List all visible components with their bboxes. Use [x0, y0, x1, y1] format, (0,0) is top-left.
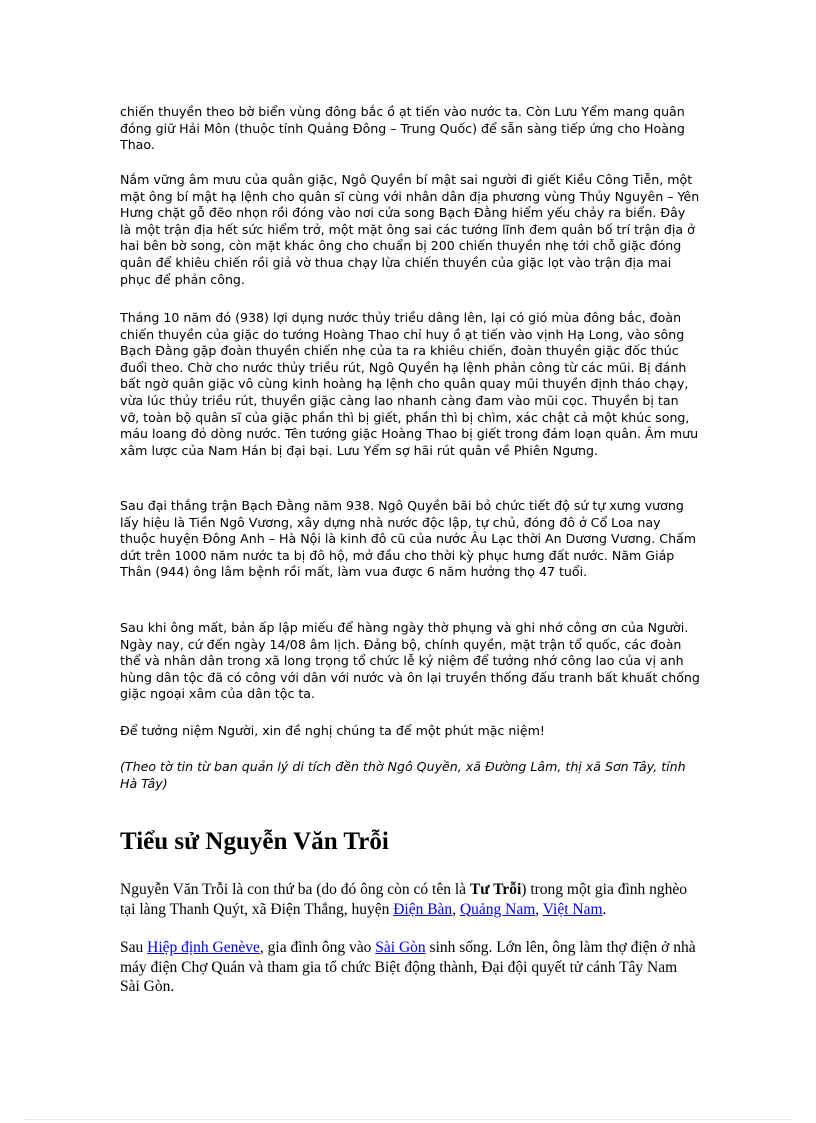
period: . [602, 900, 607, 918]
separator: , [535, 900, 543, 918]
paragraph-ngo-quyen-plan: Nắm vững âm mưu của quân giặc, Ngô Quyền bí mật sai người đi giết Kiều Công Tiễn, một mặt ông bí mật hạ lệnh cho quân sĩ cùng với nhân dân địa phương vùng Thủy Nguyên – Yên Hưng chặt gỗ đẽo nhọn rồi đóng vào nơi cửa song Bạch Đằng hiểm yếu chảy ra biển. Đây là một trận địa hết sức hiểm trở, một mặt ông sai các tướng lĩnh đem quân bố trí trận địa ở hai bên bờ song, còn mặt khác ông cho chuẩn bị 200 chiến thuyền nhẹ tới chỗ giặc đóng quân để khiêu chiến rồi giả vờ thua chạy lừa chiến thuyền của giặc lọt vào trận địa mai phục để phản công. [120, 172, 700, 287]
paragraph-bio-intro [120, 880, 700, 919]
bio-intro-text-2: ) trong một gia đình nghèo tại làng Thanh Quýt, xã Điện Thắng, huyện [120, 881, 688, 918]
link-viet-nam[interactable]: Việt Nam [542, 900, 603, 918]
link-dien-ban[interactable]: Điện Bàn [393, 900, 453, 918]
paragraph-after-victory: Sau đại thắng trận Bạch Đằng năm 938. Ngô Quyền bãi bỏ chức tiết độ sứ tự xưng vương lấy hiệu là Tiền Ngô Vương, xây dựng nhà nước độc lập, tự chủ, đóng đô ở Cổ Loa nay thuộc huyện Đông Anh – Hà Nội là kinh đô cũ của nước Âu Lạc thời An Dương Vương. Chấm dứt trên 1000 năm nước ta bị đô hộ, mở đầu cho thời kỳ phục hưng đất nước. Năm Giáp Thân (944) ông lâm bệnh rồi mất, làm vua được 6 năm hưởng thọ 47 tuổi. [120, 498, 697, 580]
link-hiep-dinh-geneve[interactable]: Hiệp định Genève [147, 939, 260, 956]
bio-saigon-text-2: , gia đình ông vào [259, 939, 376, 956]
bio-saigon-text: Sau [120, 939, 148, 956]
bio-nickname: Tư Trỗi [469, 881, 522, 898]
paragraph-bach-dang-battle: Tháng 10 năm đó (938) lợi dụng nước thủy triều dâng lên, lại có gió mùa đông bắc, đoàn chiến thuyền của giặc do tướng Hoàng Thao chỉ huy ồ ạt tiến vào vịnh Hạ Long, vào sông Bạch Đằng gặp đoàn thuyền chiến nhẹ của ta ra khiêu chiến, đoàn thuyền giặc đốc thúc đuổi theo. Chờ cho nước thủy triều rút, Ngô Quyền hạ lệnh phản công từ các mũi. Bị đánh bất ngờ quân giặc vô cùng kinh hoàng hạ lệnh cho quân quay mũi thuyền định tháo chạy, vừa lúc thủy triều rút, thuyền giặc càng lao nhanh càng đam vào mũi cọc. Thuyền bị tan vỡ, toàn bộ quân sĩ của giặc phần thì bị giết, phần thì bị chìm, xác chật cả một khúc song, máu loang đỏ dòng nước. Tên tướng giặc Hoàng Thao bị giết trong đám loạn quân. Âm mưu xâm lược của Nam Hán bị đại bại. Lưu Yểm sợ hãi rút quân về Phiên Ngưng. [120, 310, 699, 458]
link-sai-gon[interactable]: Sài Gòn [375, 939, 426, 956]
source-citation: (Theo tờ tin từ ban quản lý di tích đền thờ Ngô Quyền, xã Đường Lâm, thị xã Sơn Tây, tỉnh Hà Tây) [120, 759, 686, 791]
bio-saigon-text-3: sinh sống. Lớn lên, ông làm thợ điện ở nhà máy điện Chợ Quán và tham gia tổ chức Biệt động thành, Đại đội quyết tử cánh Tây Nam Sài Gòn. [120, 939, 696, 995]
paragraph-minute-silence: Để tưởng niệm Người, xin đề nghị chúng ta để một phút mặc niệm! [120, 723, 545, 738]
bio-intro-text: Nguyễn Văn Trỗi là con thứ ba (do đó ông còn có tên là [120, 881, 470, 898]
paragraph-bio-saigon [120, 938, 700, 997]
paragraph-memorial: Sau khi ông mất, bản ấp lập miếu để hàng ngày thờ phụng và ghi nhớ công ơn của Người. Ngày nay, cứ đến ngày 14/08 âm lịch. Đảng bộ, chính quyền, mặt trận tổ quốc, các đoàn thể và nhân dân trong xã long trọng tổ chức lễ kỷ niệm để tưởng nhớ công lao của vị anh hùng dân tộc đã có công với dân với nước và ôn lại truyền thống đấu tranh bất khuất chống giặc ngoại xâm của dân tộc ta. [120, 620, 700, 702]
link-quang-nam[interactable]: Quảng Nam [459, 900, 536, 918]
section-title: Tiểu sử Nguyễn Văn Trỗi [120, 828, 389, 855]
separator: , [452, 900, 460, 918]
page-footer-divider [24, 1119, 792, 1120]
paragraph-fleet-advance: chiến thuyền theo bờ biển vùng đông bắc ồ ạt tiến vào nước ta. Còn Lưu Yểm mang quân đóng giữ Hải Môn (thuộc tỉnh Quảng Đông – Trung Quốc) để sẵn sàng tiếp ứng cho Hoàng Thao. [120, 104, 685, 153]
